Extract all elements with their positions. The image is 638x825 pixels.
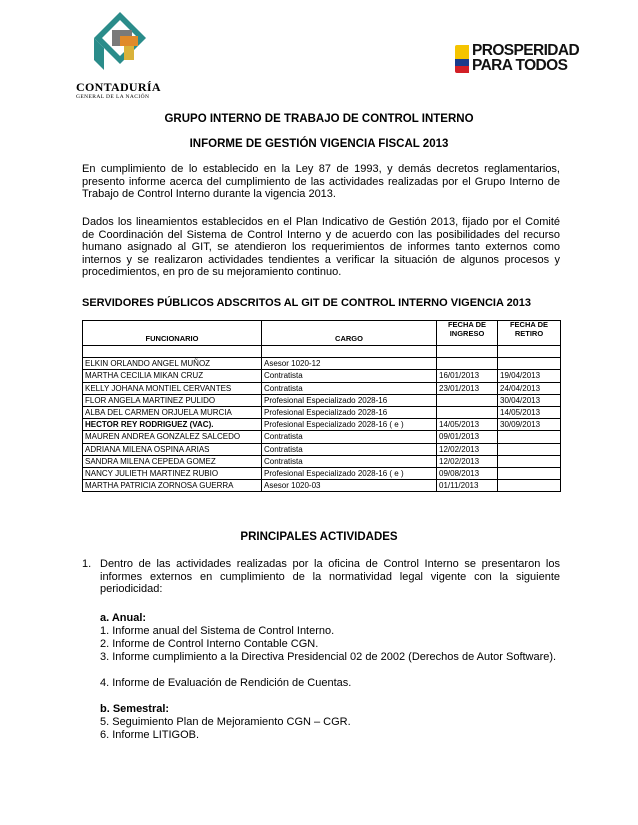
cell-retiro [498,467,561,479]
cell-retiro [498,480,561,492]
list-item-text: Dentro de las actividades realizadas por la oficina de Control Interno se presentaron los informes externos en cumplimiento de la normatividad legal vigente con la siguiente periodicidad: [100,558,560,596]
table-row [83,467,561,479]
header-funcionario: FUNCIONARIO [83,321,262,346]
section-title: SERVIDORES PÚBLICOS ADSCRITOS AL GIT DE CONTROL INTERNO VIGENCIA 2013 [82,297,532,309]
org-subtitle: GENERAL DE LA NACIÓN [76,94,150,100]
cell-ingreso: 12/02/2013 [437,443,498,455]
intro-paragraph: En cumplimiento de lo establecido en la Ley 87 de 1993, y demás decretos reglamentarios, presento informe acerca del cumplimiento de las actividades realizadas por el Grupo Interno de Trabajo de Control Interno durante la vigencia 2013. [82,163,560,201]
cell-retiro [498,443,561,455]
table-row [83,480,561,492]
cell-cargo: Contratista [262,431,437,443]
cell-ingreso: 12/02/2013 [437,455,498,467]
cell-cargo: Profesional Especializado 2028-16 [262,406,437,418]
cell-retiro: 30/09/2013 [498,419,561,431]
cell-ingreso: 16/01/2013 [437,370,498,382]
cell-retiro: 24/04/2013 [498,382,561,394]
contaduria-emblem-icon [90,10,150,80]
cell-retiro: 30/04/2013 [498,394,561,406]
annual-item: 4. Informe de Evaluación de Rendición de Cuentas. [100,677,352,689]
colombia-flag-icon [455,45,469,73]
table-header-row [83,321,561,346]
table-row [83,443,561,455]
cell-ingreso [437,394,498,406]
cell-funcionario: SANDRA MILENA CEPEDA GOMEZ [83,455,262,467]
list-item-number: 1. [82,558,92,570]
semester-heading: b. Semestral: [100,703,170,715]
cell-retiro [498,455,561,467]
table-row [83,346,561,358]
table-row [83,382,561,394]
org-name: CONTADURÍA [76,80,161,94]
header-cargo: CARGO [262,321,437,346]
cell-ingreso [437,406,498,418]
cell-ingreso: 01/11/2013 [437,480,498,492]
cell-retiro: 19/04/2013 [498,370,561,382]
document-title: GRUPO INTERNO DE TRABAJO DE CONTROL INTERNO [164,113,474,125]
cell-funcionario: ELKIN ORLANDO ANGEL MUÑOZ [83,358,262,370]
cell-ingreso: 09/08/2013 [437,467,498,479]
cell-retiro: 14/05/2013 [498,406,561,418]
cell-cargo: Profesional Especializado 2028-16 ( e ) [262,419,437,431]
cell-cargo: Asesor 1020-03 [262,480,437,492]
staff-table [82,320,561,492]
cell-retiro [498,358,561,370]
cell-funcionario: FLOR ANGELA MARTINEZ PULIDO [83,394,262,406]
table-row [83,394,561,406]
cell-funcionario: MARTHA CECILIA MIKAN CRUZ [83,370,262,382]
cell-funcionario: KELLY JOHANA MONTIEL CERVANTES [83,382,262,394]
cell-ingreso: 09/01/2013 [437,431,498,443]
cell-ingreso [437,358,498,370]
cell-funcionario: ADRIANA MILENA OSPINA ARIAS [83,443,262,455]
cell-cargo: Profesional Especializado 2028-16 [262,394,437,406]
cell-cargo: Contratista [262,443,437,455]
table-row [83,431,561,443]
context-paragraph: Dados los lineamientos establecidos en el Plan Indicativo de Gestión 2013, fijado por el Comité de Coordinación del Sistema de Control Interno y de acuerdo con las posibilidades del recurso humano asignado al GIT, se atendieron los requerimientos de informes tanto externos como internos y se realizaron actividades tendientes a verificar la situación de algunos procesos y procedimientos, en pro de su mejoramiento continuo. [82,216,560,279]
prosperidad-logo [455,40,585,80]
cell-retiro [498,431,561,443]
annual-item: 2. Informe de Control Interno Contable CGN. [100,638,319,650]
brand-line-2: PARA TODOS [472,57,568,74]
table-row [83,455,561,467]
table-row [83,370,561,382]
cell-funcionario: ALBA DEL CARMEN ORJUELA MURCIA [83,406,262,418]
activities-title: PRINCIPALES ACTIVIDADES [240,531,398,543]
cell-funcionario: MAUREN ANDREA GONZALEZ SALCEDO [83,431,262,443]
table-row [83,419,561,431]
annual-heading: a. Anual: [100,612,147,624]
cell-funcionario: MARTHA PATRICIA ZORNOSA GUERRA [83,480,262,492]
table-row [83,406,561,418]
cell-ingreso: 23/01/2013 [437,382,498,394]
semester-item: 5. Seguimiento Plan de Mejoramiento CGN – CGR. [100,716,351,728]
cell-cargo: Contratista [262,382,437,394]
cell-cargo: Contratista [262,370,437,382]
semester-item: 6. Informe LITIGOB. [100,729,200,741]
cell-funcionario: NANCY JULIETH MARTINEZ RUBIO [83,467,262,479]
cell-cargo: Asesor 1020-12 [262,358,437,370]
brand-line-1: PROSPERIDAD [472,42,580,59]
cell-funcionario: HECTOR REY RODRIGUEZ (VAC). [83,419,262,431]
header-fecha-retiro: FECHA DE RETIRO [498,321,561,346]
cell-ingreso: 14/05/2013 [437,419,498,431]
table-row [83,358,561,370]
cell-cargo: Contratista [262,455,437,467]
header-fecha-ingreso: FECHA DE INGRESO [437,321,498,346]
annual-item: 3. Informe cumplimiento a la Directiva Presidencial 02 de 2002 (Derechos de Autor Software). [100,651,557,663]
document-subtitle: INFORME DE GESTIÓN VIGENCIA FISCAL 2013 [189,138,449,150]
cell-cargo: Profesional Especializado 2028-16 ( e ) [262,467,437,479]
annual-item: 1. Informe anual del Sistema de Control Interno. [100,625,335,637]
